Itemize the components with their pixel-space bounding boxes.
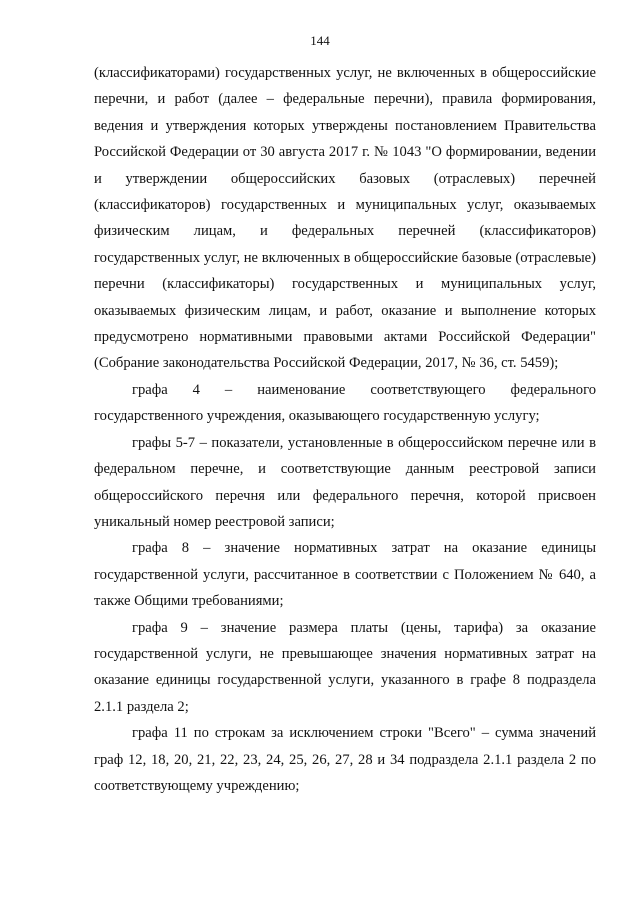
paragraph-column-9: графа 9 – значение размера платы (цены, тарифа) за оказание государственной услуги, не превышающее значения нормативных затрат на оказание единицы государственной услуги, указанного в графе 8 подраздела 2.1.1 раздела 2; [94,619,596,715]
paragraph-column-4: графа 4 – наименование соответствующего федерального государственного учреждения, оказывающего государственную услугу; [94,381,596,425]
page-number: 144 [310,33,330,48]
paragraph-column-8: графа 8 – значение нормативных затрат на оказание единицы государственной услуги, рассчитанное в соответствии с Положением № 640, а также Общими требованиями; [94,540,596,610]
paragraph-column-11: графа 11 по строкам за исключением строки "Всего" – сумма значений граф 12, 18, 20, 21, 22, 23, 24, 25, 26, 27, 28 и 34 подраздела 2.1.1 раздела 2 по соответствующему учреждению; [94,725,596,794]
paragraph-columns-5-7: графы 5-7 – показатели, установленные в общероссийском перечне или в федеральном перечне, и соответствующие данным реестровой записи общероссийского перечня или федерального перечня, которой присвоен уникальный номер реестровой записи; [94,434,596,530]
paragraph-classifiers: (классификаторами) государственных услуг, не включенных в общероссийские перечни, и работ (далее – федеральные перечни), правила формирования, ведения и утверждения которых утверждены постановлением Правительства Российской Федерации от 30 августа 2017 г. № 1043 "О формировании, ведении и утверждении общероссийских базовых (отраслевых) перечней (классификаторов) государственных и муниципальных услуг, оказываемых физическим лицам, и федеральных перечней (классификаторов) государственных услуг, не включенных в общероссийские базовые (отраслевые) перечни (классификаторы) государственных и муниципальных услуг, оказываемых физическим лицам, и работ, оказание и выполнение которых предусмотрено нормативными правовыми актами Российской Федерации" (Собрание законодательства Российской Федерации, 2017, № 36, ст. 5459); [94,65,596,372]
document-body [94,60,596,799]
